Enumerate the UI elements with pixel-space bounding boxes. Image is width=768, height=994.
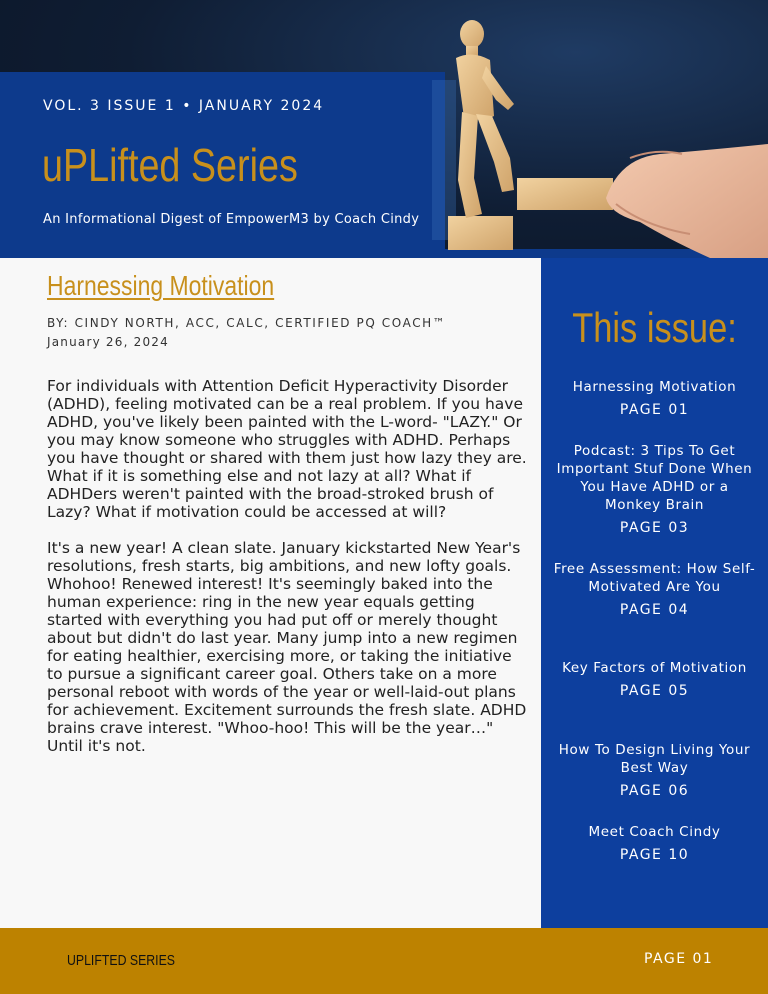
sidebar-title: This issue: — [572, 304, 737, 351]
article-paragraph: It's a new year! A clean slate. January kickstarted New Year's resolutions, fresh starts, big ambitions, and new lofty goals. Whohoo! Renewed interest! It's seemingly baked into the human experience: ring in the new year equals getting started with everything you had put off or merely thought about but didn't do last year. Many jump into a new regimen for eating healthier, exercising more, or taking the initiative to pursue a significant career goal. Others take on a more personal reboot with words of the year or well-laid-out plans for achievement. Excitement surrounds the fresh slate. ADHD brains crave interest. "Whoo-hoo! This will be the year…" Until it's not. — [47, 539, 527, 755]
footer-series-name: UPLIFTED SERIES — [67, 952, 175, 969]
toc-item[interactable] — [551, 378, 758, 418]
article-paragraph: For individuals with Attention Deficit Hyperactivity Disorder (ADHD), feeling motivated can be a real problem. If you have ADHD, you've likely been painted with the L-word- "LAZY." Or you may know someone who struggles with ADHD. Perhaps you have thought or shared with them just how lazy they are. What if it is something else and not lazy at all? What if ADHDers weren't painted with the broad-stroked brush of Lazy? What if motivation could be accessed at will? — [47, 377, 527, 521]
toc-item-page: PAGE 04 — [619, 602, 690, 618]
toc-item-title: Harnessing Motivation — [572, 379, 737, 395]
toc-item[interactable] — [551, 560, 758, 618]
article-byline: BY: CINDY NORTH, ACC, CALC, CERTIFIED PQ COACH™ — [47, 316, 447, 330]
toc-item-page: PAGE 01 — [619, 402, 690, 418]
toc-item-page: PAGE 10 — [619, 847, 690, 863]
article-date: January 26, 2024 — [47, 335, 169, 349]
footer-page-number: PAGE 01 — [644, 951, 714, 967]
publication-title: uPLifted Series — [42, 139, 298, 191]
toc-item[interactable] — [551, 442, 758, 536]
toc-item-page: PAGE 06 — [619, 783, 690, 799]
stairs-figure-illustration — [420, 8, 768, 258]
toc-item[interactable] — [551, 823, 758, 863]
publication-subtitle: An Informational Digest of EmpowerM3 by Coach Cindy — [43, 212, 420, 227]
toc-item-page: PAGE 05 — [619, 683, 690, 699]
toc-item-page: PAGE 03 — [619, 520, 690, 536]
article-title: Harnessing Motivation — [47, 270, 275, 301]
toc-item[interactable] — [551, 741, 758, 799]
toc-item-title: Meet Coach Cindy — [588, 824, 721, 840]
toc-item-title: How To Design Living Your Best Way — [558, 742, 751, 776]
toc-item[interactable] — [551, 659, 758, 699]
issue-info: VOL. 3 ISSUE 1 • JANUARY 2024 — [43, 98, 325, 114]
toc-item-title: Free Assessment: How Self-Motivated Are You — [553, 561, 756, 595]
article-body — [47, 377, 532, 773]
toc-item-title: Podcast: 3 Tips To Get Important Stuf Done When You Have ADHD or a Monkey Brain — [556, 443, 753, 513]
toc-item-title: Key Factors of Motivation — [562, 660, 747, 676]
